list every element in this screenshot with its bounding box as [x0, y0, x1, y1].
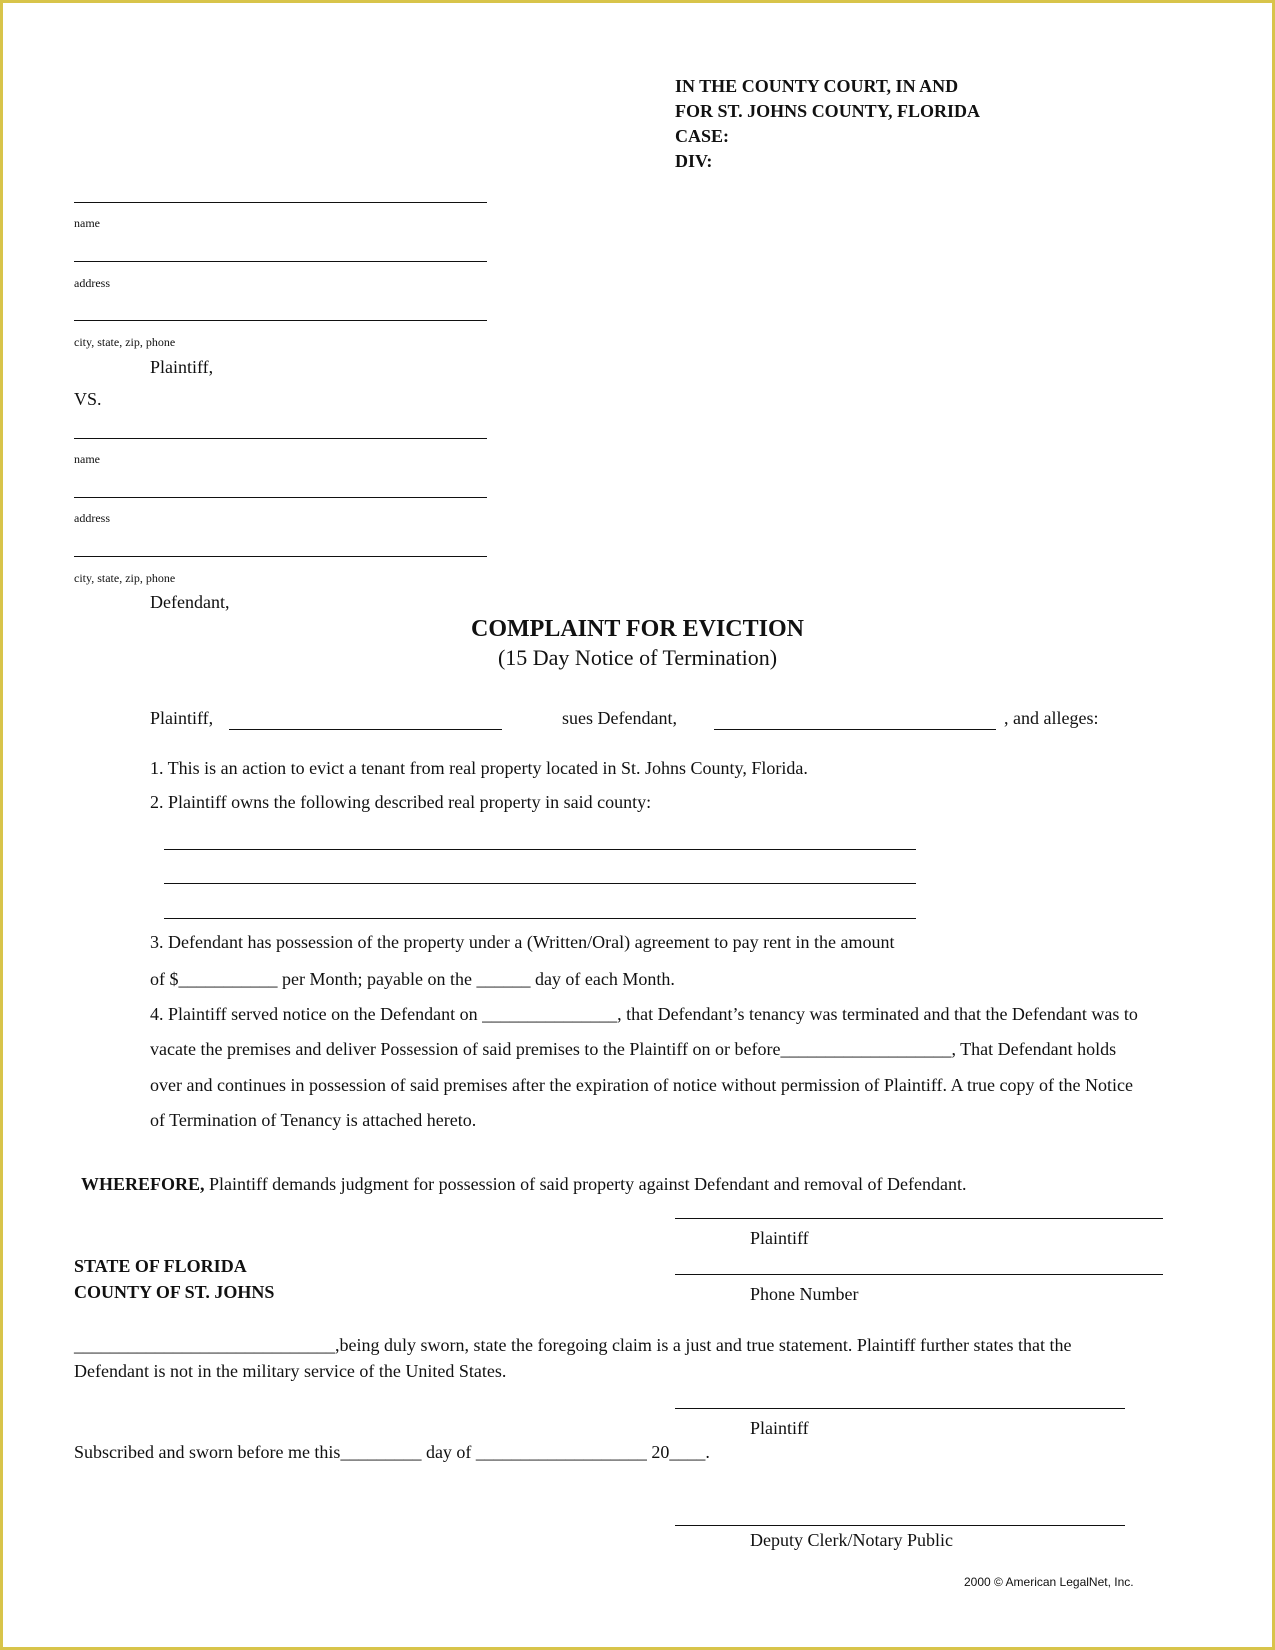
oath-signature-line[interactable]: [675, 1408, 1125, 1409]
defendant-address-label: address: [74, 511, 110, 525]
court-header-line2: FOR ST. JOHNS COUNTY, FLORIDA: [675, 101, 981, 121]
plaintiff-signature-line[interactable]: [675, 1218, 1163, 1219]
phone-number-label: Phone Number: [750, 1284, 859, 1304]
div-label: DIV:: [675, 151, 713, 171]
oath-line1: _____________________________,being duly sworn, state the foregoing claim is a just and true statement. Plaintiff further states that the: [74, 1335, 1072, 1355]
plaintiff-name-line[interactable]: [74, 202, 487, 203]
defendant-name-line[interactable]: [74, 438, 487, 439]
defendant-role-label: Defendant,: [150, 592, 230, 612]
parties-plaintiff-blank[interactable]: [229, 729, 502, 730]
parties-sues-label: sues Defendant,: [562, 708, 677, 728]
plaintiff-address-label: address: [74, 276, 110, 290]
plaintiff-city-label: city, state, zip, phone: [74, 335, 176, 349]
defendant-address-line[interactable]: [74, 497, 487, 498]
wherefore-text: Plaintiff demands judgment for possession of said property against Defendant and removal of Defendant.: [204, 1174, 967, 1194]
plaintiff-address-line[interactable]: [74, 261, 487, 262]
wherefore-clause: [81, 1174, 967, 1195]
document-title: COMPLAINT FOR EVICTION: [471, 616, 804, 642]
paragraph-2: 2. Plaintiff owns the following described real property in said county:: [150, 792, 652, 812]
notary-signature-line[interactable]: [675, 1525, 1125, 1526]
document-subtitle: (15 Day Notice of Termination): [497, 645, 778, 670]
subscribed-line: Subscribed and sworn before me this_________ day of ___________________ 20____.: [74, 1442, 710, 1462]
signature-plaintiff-label: Plaintiff: [750, 1228, 809, 1248]
parties-plaintiff-label: Plaintiff,: [150, 708, 214, 728]
state-label: STATE OF FLORIDA: [74, 1256, 247, 1276]
parties-alleges-label: , and alleges:: [1004, 708, 1099, 728]
property-description-line[interactable]: [164, 849, 916, 850]
paragraph-3-line1: 3. Defendant has possession of the property under a (Written/Oral) agreement to pay rent in the amount: [150, 932, 895, 952]
paragraph-1: 1. This is an action to evict a tenant from real property located in St. Johns County, Florida.: [150, 758, 808, 778]
oath-line2: Defendant is not in the military service of the United States.: [74, 1361, 507, 1381]
plaintiff-role-label: Plaintiff,: [150, 357, 214, 377]
property-description-line[interactable]: [164, 883, 916, 884]
plaintiff-city-line[interactable]: [74, 320, 487, 321]
court-header-line1: IN THE COUNTY COURT, IN AND: [675, 76, 959, 96]
notary-label: Deputy Clerk/Notary Public: [750, 1530, 953, 1550]
plaintiff-name-label: name: [74, 216, 100, 230]
property-description-line[interactable]: [164, 918, 916, 919]
copyright-footer: 2000 © American LegalNet, Inc.: [964, 1575, 1134, 1589]
case-label: CASE:: [675, 126, 730, 146]
parties-defendant-blank[interactable]: [714, 729, 996, 730]
county-label: COUNTY OF ST. JOHNS: [74, 1282, 275, 1302]
defendant-city-label: city, state, zip, phone: [74, 571, 176, 585]
phone-number-line[interactable]: [675, 1274, 1163, 1275]
vs-label: VS.: [74, 389, 102, 409]
paragraph-4-line1: 4. Plaintiff served notice on the Defendant on _______________, that Defendant’s tenancy was terminated and that the Defendant was to: [150, 1004, 1138, 1024]
defendant-city-line[interactable]: [74, 556, 487, 557]
paragraph-4-line3: over and continues in possession of said premises after the expiration of notice without permission of Plaintiff. A true copy of the Notice: [150, 1075, 1133, 1095]
oath-plaintiff-label: Plaintiff: [750, 1418, 809, 1438]
wherefore-bold: WHEREFORE,: [81, 1174, 205, 1194]
paragraph-3-line2: of $___________ per Month; payable on the ______ day of each Month.: [150, 969, 675, 989]
paragraph-4-line2: vacate the premises and deliver Possession of said premises to the Plaintiff on or before___________________, That Defendant holds: [150, 1039, 1117, 1059]
defendant-name-label: name: [74, 452, 100, 466]
paragraph-4-line4: of Termination of Tenancy is attached hereto.: [150, 1110, 477, 1130]
